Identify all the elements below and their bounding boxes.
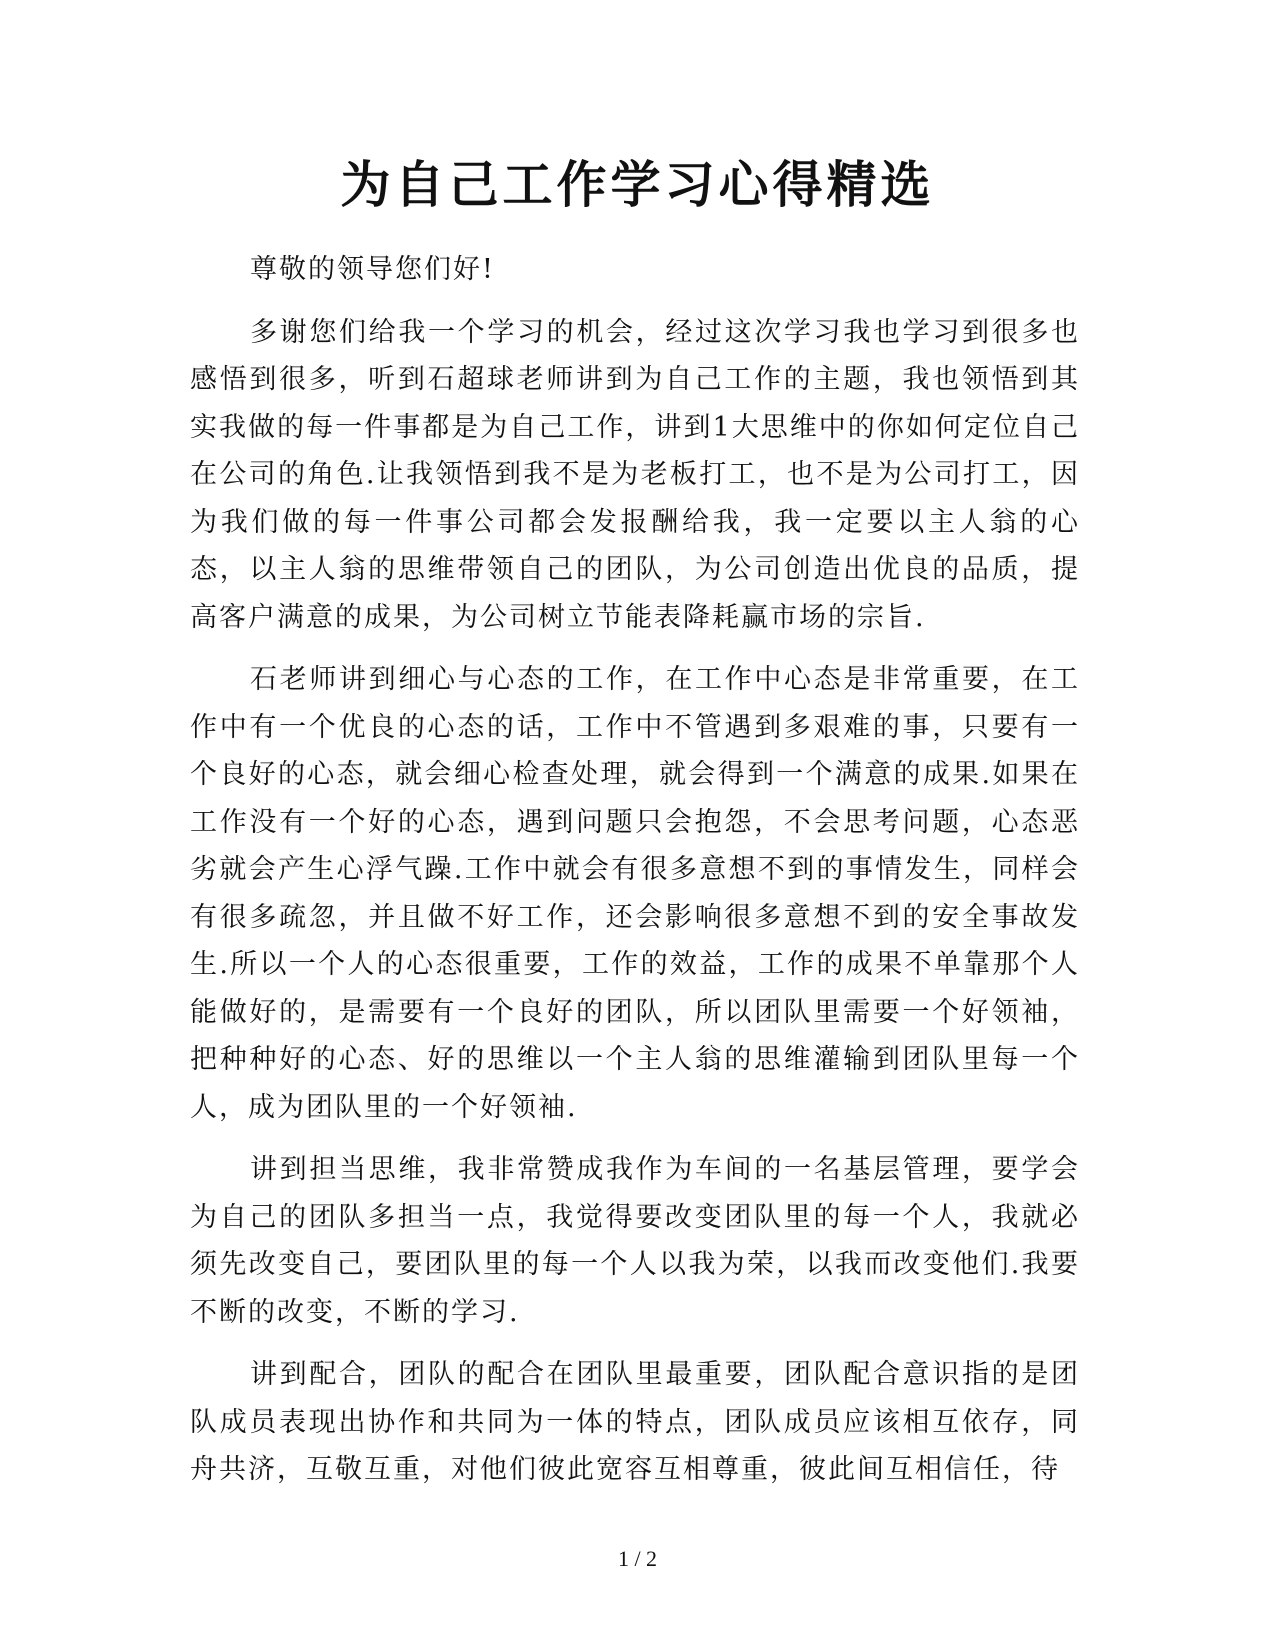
document-body bbox=[190, 246, 1080, 1509]
greeting: 尊敬的领导您们好! bbox=[250, 254, 495, 285]
paragraph: 多谢您们给我一个学习的机会，经过这次学习我也学习到很多也感悟到很多，听到石超球老师讲到为自己工作的主题，我也领悟到其实我做的每一件事都是为自己工作，讲到1大思维中的你如何定位自己在公司的角色.让我领悟到我不是为老板打工，也不是为公司打工，因为我们做的每一件事公司都会发报酬给我，我一定要以主人翁的心态，以主人翁的思维带领自己的团队，为公司创造出优良的品质，提高客户满意的成果，为公司树立节能表降耗赢市场的宗旨. bbox=[190, 316, 1080, 633]
paragraph: 石老师讲到细心与心态的工作，在工作中心态是非常重要，在工作中有一个优良的心态的话，工作中不管遇到多艰难的事，只要有一个良好的心态，就会细心检查处理，就会得到一个满意的成果.如果在工作没有一个好的心态，遇到问题只会抱怨，不会思考问题，心态恶劣就会产生心浮气躁.工作中就会有很多意想不到的事情发生，同样会有很多疏忽，并且做不好工作，还会影响很多意想不到的安全事故发生.所以一个人的心态很重要，工作的效益，工作的成果不单靠那个人能做好的，是需要有一个良好的团队，所以团队里需要一个好领袖，把种种好的心态、好的思维以一个主人翁的思维灌输到团队里每一个人，成为团队里的一个好领袖. bbox=[190, 664, 1080, 1123]
paragraph: 讲到担当思维，我非常赞成我作为车间的一名基层管理，要学会为自己的团队多担当一点，我觉得要改变团队里的每一个人，我就必须先改变自己，要团队里的每一个人以我为荣，以我而改变他们.我要不断的改变，不断的学习. bbox=[190, 1154, 1080, 1328]
paragraph: 讲到配合，团队的配合在团队里最重要，团队配合意识指的是团队成员表现出协作和共同为一体的特点，团队成员应该相互依存，同舟共济，互敬互重，对他们彼此宽容互相尊重，彼此间互相信任，待 bbox=[190, 1359, 1080, 1485]
page-title: 为自己工作学习心得精选 bbox=[340, 156, 935, 214]
page-number: 1 / 2 bbox=[617, 1546, 658, 1571]
